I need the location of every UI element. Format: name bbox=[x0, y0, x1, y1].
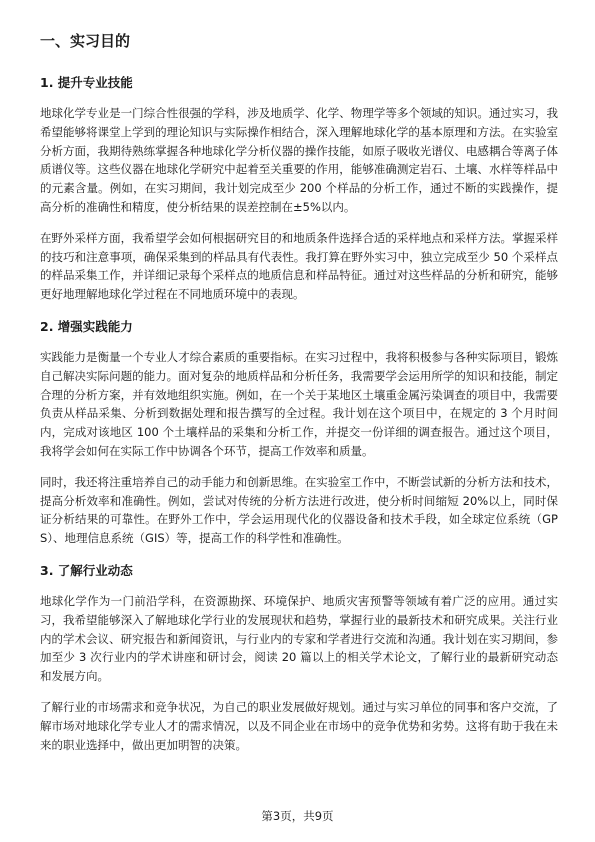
paragraph: 同时，我还将注重培养自己的动手能力和创新思维。在实验室工作中，不断尝试新的分析方法和技术，提高分析效率和准确性。例如，尝试对传统的分析方法进行改进，使分析时间缩短 20%以上，同时保证分析结果的可靠性。在野外工作中，学会运用现代化的仪器设备和技术手段，如全球定位系统（GPS）、地理信息系统（GIS）等，提高工作的科学性和准确性。 bbox=[40, 474, 558, 546]
paragraph: 地球化学专业是一门综合性很强的学科，涉及地质学、化学、物理学等多个领域的知识。通过实习，我希望能够将课堂上学到的理论知识与实际操作相结合，深入理解地球化学的基本原理和方法。在实验室分析方面，我期待熟练掌握各种地球化学分析仪器的操作技能，如原子吸收光谱仪、电感耦合等离子体质谱仪等。这些仪器在地球化学研究中起着至关重要的作用，能够准确测定岩石、土壤、水样等样品中的元素含量。例如，在实习期间，我计划完成至少 200 个样品的分析工作，通过不断的实践操作，提高分析的准确性和精度，使分析结果的误差控制在±5%以内。 bbox=[40, 106, 558, 214]
chapter-heading: 一、实习目的 bbox=[40, 32, 131, 50]
section-title: 2. 增强实践能力 bbox=[40, 318, 133, 334]
section-title: 3. 了解行业动态 bbox=[40, 562, 133, 578]
section-skills bbox=[40, 74, 558, 304]
paragraph: 实践能力是衡量一个专业人才综合素质的重要指标。在实习过程中，我将积极参与各种实际项目，锻炼自己解决实际问题的能力。面对复杂的地质样品和分析任务，我需要学会运用所学的知识和技能，制定合理的分析方案，并有效地组织实施。例如，在一个关于某地区土壤重金属污染调查的项目中，我需要负责从样品采集、分析到数据处理和报告撰写的全过程。我计划在这个项目中，在规定的 3 个月时间内，完成对该地区 100 个土壤样品的采集和分析工作，并提交一份详细的调查报告。通过这个项目，我将学会如何在实际工作中协调各个环节，提高工作效率和质量。 bbox=[40, 349, 558, 458]
section-title: 1. 提升专业技能 bbox=[40, 75, 133, 90]
paragraph: 了解行业的市场需求和竞争状况，为自己的职业发展做好规划。通过与实习单位的同事和客户交流，了解市场对地球化学专业人才的需求情况，以及不同企业在市场中的竞争优势和劣势。这将有助于我在未来的职业选择中，做出更加明智的决策。 bbox=[40, 699, 558, 752]
paragraph: 地球化学作为一门前沿学科，在资源勘探、环境保护、地质灾害预警等领域有着广泛的应用。通过实习，我希望能够深入了解地球化学行业的发展现状和趋势，掌握行业的最新技术和研究成果。关注行业内的学术会议、研究报告和新闻资讯，与行业内的专家和学者进行交流和沟通。我计划在实习期间，参加至少 3 次行业内的学术讲座和研讨会，阅读 20 篇以上的相关学术论文，了解行业的最新研究动态和发展方向。 bbox=[40, 593, 558, 684]
section-industry bbox=[40, 562, 558, 754]
page-number: 第3页，共9页 bbox=[261, 809, 334, 823]
section-practice bbox=[40, 318, 558, 548]
page-content bbox=[40, 30, 558, 768]
paragraph: 在野外采样方面，我希望学会如何根据研究目的和地质条件选择合适的采样地点和采样方法。掌握采样的技巧和注意事项，确保采集到的样品具有代表性。我打算在野外实习中，独立完成至少 50 个采样点的样品采集工作，并详细记录每个采样点的地质信息和样品特征。通过对这些样品的分析和研究，能够更好地理解地球化学过程在不同地质环境中的表现。 bbox=[40, 230, 558, 302]
